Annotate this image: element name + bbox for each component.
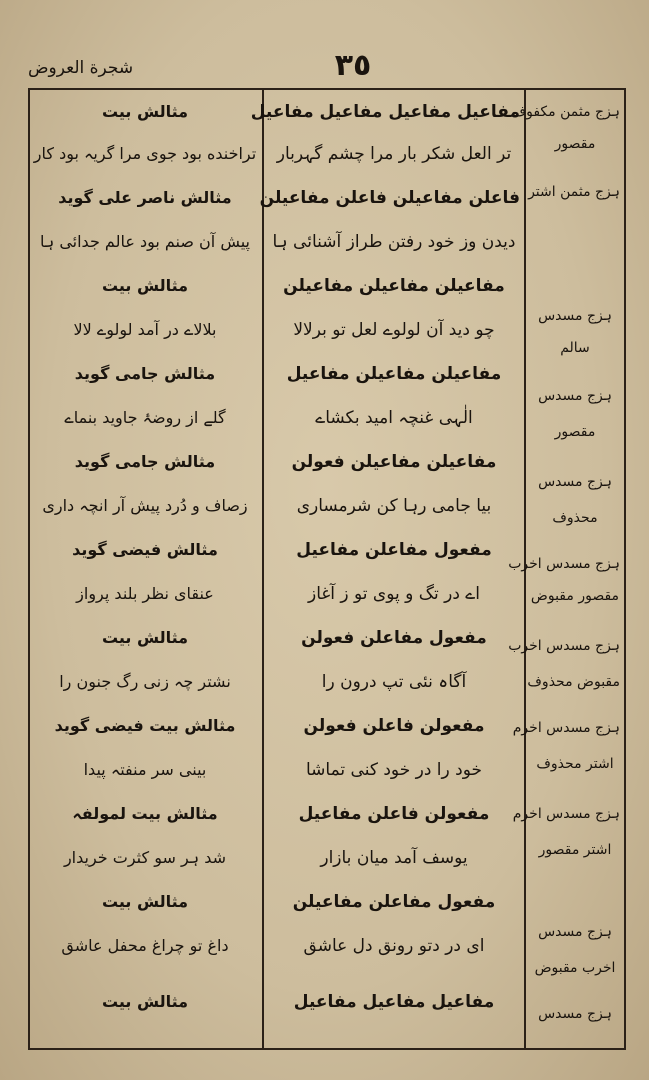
meter-line: مفاعیل مفاعیل مفاعیل — [293, 992, 495, 1012]
variant-line: ہزج مسدس اخرم — [512, 806, 620, 822]
variant-line: سالم — [560, 340, 590, 356]
example-line: بینی سر منفتہ پیدا — [83, 760, 207, 779]
meter-line: مفعول مفاعلن مفاعیل — [296, 540, 492, 560]
example-line: زصاف و دُرد پیش آر انچہ داری — [42, 496, 248, 515]
example-verse-column — [28, 90, 262, 1048]
variant-line: مقصور — [554, 424, 596, 440]
example-line: مثالش بیت — [101, 276, 189, 295]
example-line: مثالش بیت — [101, 992, 189, 1011]
meter-line: خود را در خود کنی تماشا — [305, 760, 482, 780]
variant-line: ہزج مسدس اخرم — [512, 720, 620, 736]
variant-line: ہزج مسدس — [538, 388, 612, 404]
meter-line: اے در تگ و پوی تو ز آغاز — [308, 584, 480, 604]
example-line: مثالش بیت — [101, 102, 189, 121]
variant-line: اشتر محذوف — [536, 756, 614, 772]
variant-line: اخرب مقبوض — [534, 960, 616, 976]
variant-line: ہزج مسدس اخرب — [508, 556, 620, 572]
example-line: مثالش جامی گوید — [74, 452, 216, 471]
page-number: ٣٥ — [334, 48, 372, 83]
variant-line: ہزج مسدس — [538, 474, 612, 490]
variant-line: مقصور — [554, 136, 596, 152]
example-line: نشتر چہ زنی رگ جنون را — [59, 672, 231, 691]
meter-line: تر العل شکر بار مرا چشم گہربار — [276, 144, 512, 164]
example-line: گلے از روضۂ جاوید بنماے — [64, 408, 226, 427]
example-line: مثالش بیت — [101, 892, 189, 911]
meter-line: دیدن وز خود رفتن طراز آشنائی ہا — [272, 232, 516, 252]
example-line: داغ تو چراغ محفل عاشق — [61, 936, 229, 955]
meter-line: ای در دتو رونق دل عاشق — [303, 936, 485, 956]
meter-pattern-column — [250, 90, 524, 1048]
meter-line: مفعولن فاعلن مفاعیل — [298, 804, 490, 824]
meter-line: بیا جامی رہا کن شرمساری — [296, 496, 492, 516]
example-line: مثالش جامی گوید — [74, 364, 216, 383]
variant-line: مقصور مقبوض — [530, 588, 620, 604]
example-line: شد ہر سو کثرت خریدار — [63, 848, 227, 867]
variant-line: اشتر مقصور — [538, 842, 612, 858]
meter-line: مفاعیلن مفاعیلن مفاعیل — [286, 364, 502, 384]
variant-line: ہزج مسدس — [538, 1006, 612, 1022]
variant-line: ہزج مسدس — [538, 308, 612, 324]
meter-line: مفاعیل مفاعیل مفاعیل مفاعیل — [250, 102, 520, 122]
running-title: شجرة العروض — [28, 58, 134, 78]
meter-line: مفاعیلن مفاعیلن فعولن — [291, 452, 497, 472]
example-line: مثالش بیت لمولفہ — [72, 804, 218, 823]
meter-line: مفعول مفاعلن فعولن — [301, 628, 487, 648]
example-line: پیش آن صنم بود عالم جدائی ہا — [39, 232, 250, 251]
meter-line: مفعولن فاعلن فعولن — [303, 716, 485, 736]
example-line: مثالش ناصر علی گوید — [58, 188, 232, 207]
meter-line: آگاہ نئی تپ درون را — [321, 672, 467, 692]
variant-line: ہزج مثمن مکفوف — [511, 104, 620, 120]
example-line: عنقای نظر بلند پرواز — [76, 584, 214, 603]
example-line: مثالش فیضی گوید — [72, 540, 218, 559]
meter-line: یوسف آمد میان بازار — [320, 848, 468, 868]
variant-line: ہزج مثمن اشتر — [528, 184, 620, 200]
variant-line: ہزج مسدس اخرب — [508, 638, 620, 654]
meter-line: الٰہی غنچہ امید بکشاے — [315, 408, 473, 428]
example-line: بلالاے در آمد لولوے لالا — [73, 320, 217, 339]
example-line: مثالش بیت — [101, 628, 189, 647]
page-header — [28, 48, 619, 86]
variant-line: ہزج مسدس — [538, 924, 612, 940]
meter-line: فاعلن مفاعیلن فاعلن مفاعیلن — [259, 188, 520, 208]
meter-line: مفعول مفاعلن مفاعیلن — [292, 892, 496, 912]
variant-line: مقبوض محذوف — [527, 674, 620, 690]
prosody-table — [28, 88, 626, 1050]
meter-line: مفاعیلن مفاعیلن مفاعیلن — [283, 276, 505, 296]
meter-line: چو دید آن لولوے لعل تو برلالا — [293, 320, 495, 340]
variant-line: محذوف — [552, 510, 598, 526]
example-line: مثالش بیت فیضی گوید — [54, 716, 236, 735]
example-line: تراخنده بود جوی مرا گریہ بود کار — [33, 144, 257, 163]
meter-variant-column — [508, 90, 624, 1048]
